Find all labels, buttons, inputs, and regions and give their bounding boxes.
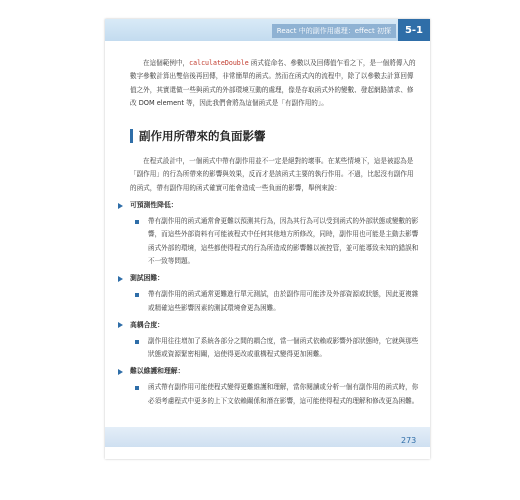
page-number: 273 <box>401 436 417 445</box>
point-title: 可預測性降低： <box>130 201 178 210</box>
point-title: 難以維護和理解： <box>130 367 185 376</box>
point-body <box>135 335 420 362</box>
point-title: 測試困難： <box>130 274 164 283</box>
section-heading <box>130 128 420 144</box>
point-text: 帶有副作用的函式通常會更難以預測其行為，因為其行為可以受到函式的外部狀態或變數的影響，而這些外部資料有可能被程式中任何其他地方所修改，同時，副作用也可能是主動去影響函式外部的環境，這些都使得程式的行為所造成的影響難以被控管，並可能導致未知的錯誤和不一致等問題。 <box>148 217 419 265</box>
list-item <box>130 319 420 362</box>
list-item <box>130 199 420 268</box>
section-title: 副作用所帶來的負面影響 <box>139 129 266 144</box>
point-text: 副作用往往增加了系統各部分之間的耦合度，當一個函式依賴或影響外部狀態時，它就與那些狀態或資源緊密相關，這使得更改或重構程式變得更加困難。 <box>148 336 419 359</box>
intro-text-post: 函式從命名、參數以及回傳值乍看之下，是一個將傳入的數字參數計算出雙倍後再回傳，非常簡單的函式。然而在函式內的流程中，除了以參數去計算回傳值之外，其實還做一些與函式的外部環境互動的處理，像是存取函式外的變數、發起網路請求、修改 DOM element 等，因此我們會將為這個函式是「有副作用的」。 <box>130 59 416 107</box>
book-page <box>105 19 430 459</box>
point-heading <box>118 272 420 285</box>
inline-code: calculateDouble <box>189 59 249 67</box>
triangle-bullet-icon <box>118 276 123 282</box>
intro-text-pre: 在這個範例中， <box>143 59 190 67</box>
point-heading <box>118 365 420 378</box>
running-header-title: React 中的副作用處理：effect 初探 <box>272 24 396 38</box>
heading-bar-icon <box>130 129 133 143</box>
point-body <box>135 381 420 408</box>
square-bullet-icon <box>135 386 139 390</box>
triangle-bullet-icon <box>118 203 123 209</box>
square-bullet-icon <box>135 293 139 297</box>
square-bullet-icon <box>135 340 139 344</box>
chapter-tab: 5-1 <box>398 19 430 41</box>
square-bullet-icon <box>135 220 139 224</box>
section-intro-paragraph: 在程式設計中，一個函式中帶有副作用並不一定是絕對的壞事。在某些情境下，這是被認為是「副作用」的行為所帶來的影響與效果，反而才是該函式主要的執行作用。不過，比起沒有副作用的函式，帶有副作用的函式確實可能會造成一些負面的影響，舉例來說： <box>130 157 414 192</box>
footer-bar <box>105 427 430 447</box>
point-body <box>135 215 420 268</box>
triangle-bullet-icon <box>118 322 123 328</box>
page-content <box>130 57 420 408</box>
list-item <box>130 272 420 315</box>
intro-paragraph <box>130 57 420 110</box>
point-text: 帶有副作用的函式通常更難進行單元測試，由於副作用可能涉及外部資源或狀態，因此更複雜或精確這些影響因素的測試環境會更為困難。 <box>148 290 419 312</box>
list-item <box>130 365 420 408</box>
header-bar <box>105 19 430 41</box>
point-heading <box>118 199 420 212</box>
point-heading <box>118 319 420 332</box>
point-body <box>135 288 420 315</box>
triangle-bullet-icon <box>118 369 123 375</box>
point-text: 函式帶有副作用可能使程式變得更難維護和理解，當你閱讀或分析一個有副作用的函式時，你必須考慮程式中更多的上下文依賴關係和潛在影響，這可能使得程式的理解和修改更為困難。 <box>148 383 419 405</box>
point-title: 高耦合度： <box>130 320 164 329</box>
